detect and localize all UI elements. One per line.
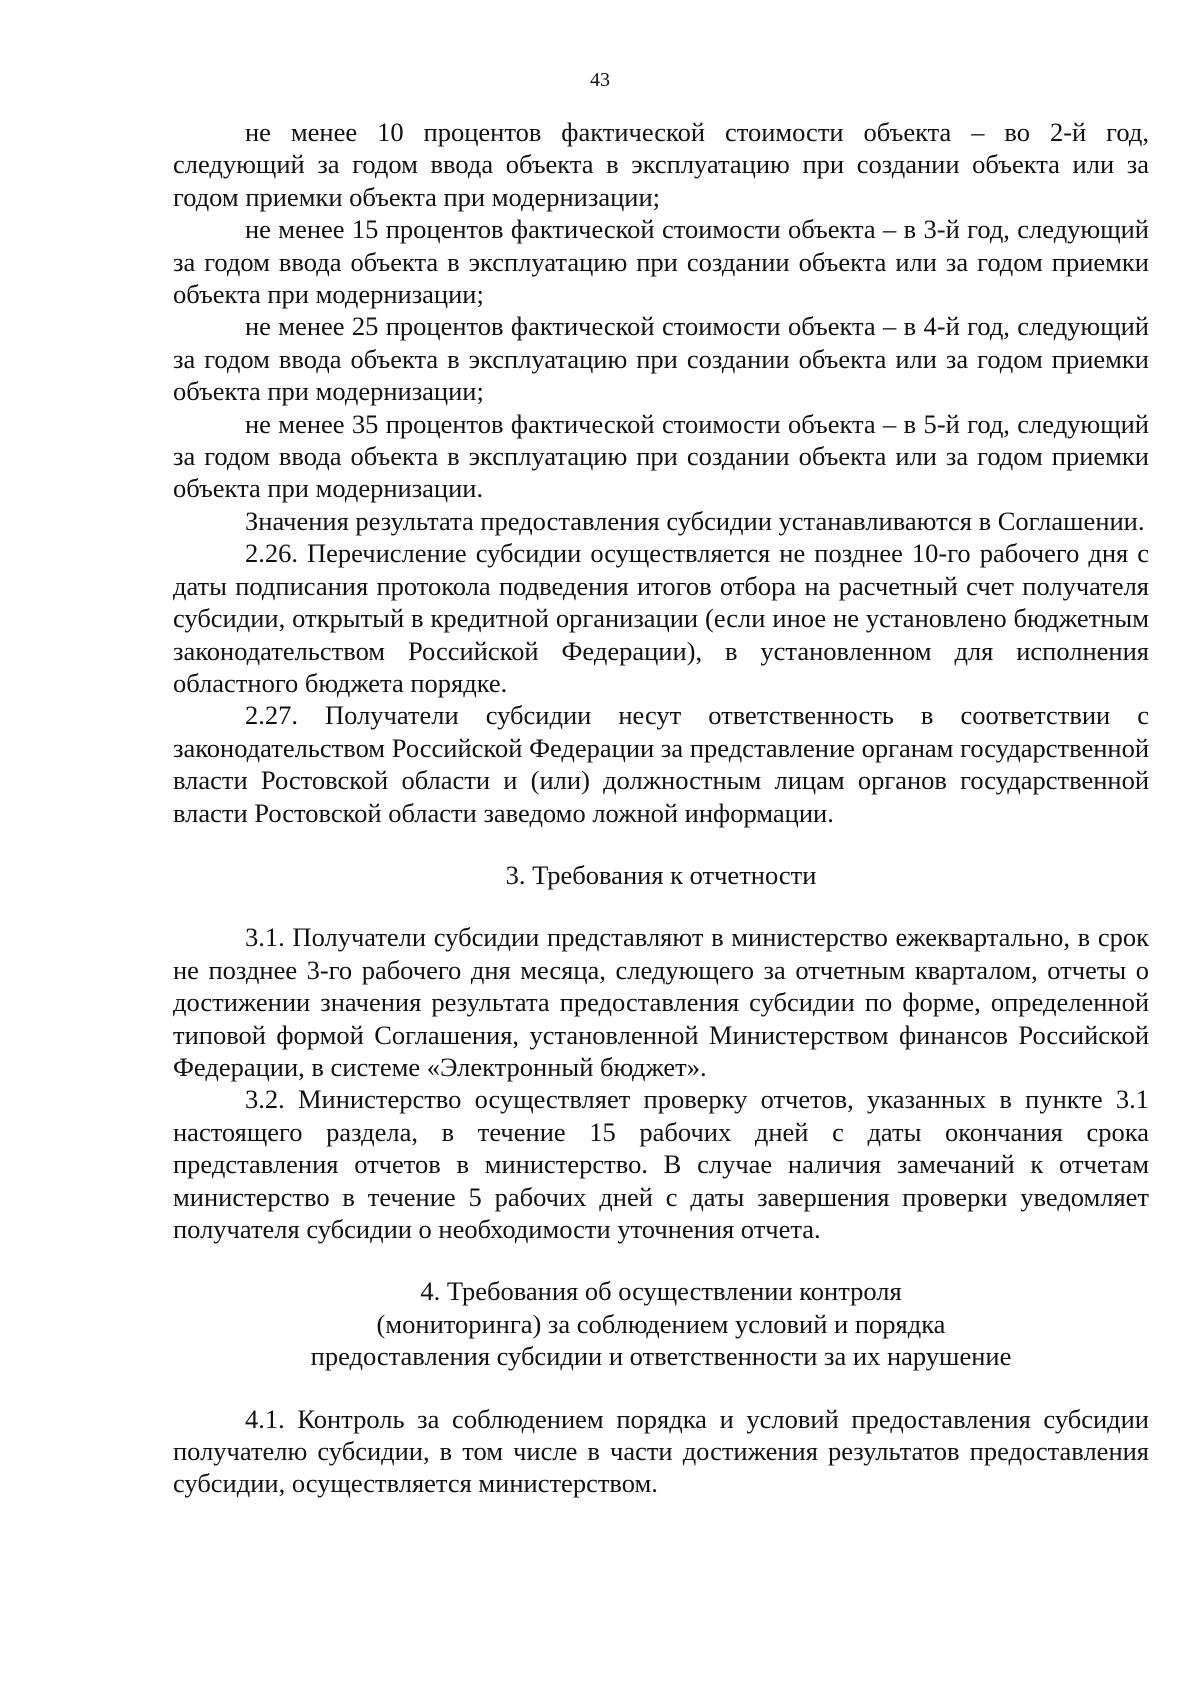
section-3-heading: 3. Требования к отчетности — [505, 859, 817, 890]
paragraph-result-values: Значения результата предоставления субсидии устанавливаются в Соглашении. — [245, 505, 1145, 536]
paragraph-2-27: 2.27. Получатели субсидии несут ответственность в соответствии с законодательством Российской Федерации за представление органам государственной власти Ростовской области и (или) должностным лицам органов государственной власти Ростовской области заведомо ложной информации. — [173, 700, 1149, 828]
paragraph-year-5: не менее 35 процентов фактической стоимости объекта – в 5-й год, следующий за годом ввода объекта в эксплуатацию при создании объекта или за годом приемки объекта при модернизации. — [173, 408, 1149, 504]
section-4-heading-line-3: предоставления субсидии и ответственности за их нарушение — [310, 1341, 1012, 1372]
paragraph-2-26: 2.26. Перечисление субсидии осуществляется не позднее 10-го рабочего дня с даты подписания протокола подведения итогов отбора на расчетный счет получателя субсидии, открытый в кредитной организации (если иное не установлено бюджетным законодательством Российской Федерации), в установленном для исполнения областного бюджета порядке. — [173, 538, 1149, 698]
paragraph-3-2: 3.2. Министерство осуществляет проверку отчетов, указанных в пункте 3.1 настоящего раздела, в течение 15 рабочих дней с даты окончания срока представления отчетов в министерство. В случае наличия замечаний к отчетам министерство в течение 5 рабочих дней с даты завершения проверки уведомляет получателя субсидии о необходимости уточнения отчета. — [173, 1084, 1149, 1244]
paragraph-4-1: 4.1. Контроль за соблюдением порядка и условий предоставления субсидии получателю субсидии, в том числе в части достижения результатов предоставления субсидии, осуществляется министерством. — [173, 1403, 1149, 1499]
section-4-heading-line-2: (мониторинга) за соблюдением условий и порядка — [376, 1308, 946, 1339]
paragraph-year-4: не менее 25 процентов фактической стоимости объекта – в 4-й год, следующий за годом ввода объекта в эксплуатацию при создании объекта или за годом приемки объекта при модернизации; — [173, 311, 1149, 407]
page-number: 43 — [590, 69, 610, 91]
paragraph-year-2: не менее 10 процентов фактической стоимости объекта – во 2-й год, следующий за годом ввода объекта в эксплуатацию при создании объекта или за годом приемки объекта при модернизации; — [173, 117, 1149, 212]
document-body — [173, 116, 1149, 1500]
paragraph-year-3: не менее 15 процентов фактической стоимости объекта – в 3-й год, следующий за годом ввода объекта в эксплуатацию при создании объекта или за годом приемки объекта при модернизации; — [173, 214, 1149, 310]
paragraph-3-1: 3.1. Получатели субсидии представляют в министерство ежеквартально, в срок не позднее 3-го рабочего дня месяца, следующего за отчетным кварталом, отчеты о достижении значения результата предоставления субсидии по форме, определенной типовой формой Соглашения, установленной Министерством финансов Российской Федерации, в системе «Электронный бюджет». — [173, 922, 1149, 1082]
section-4-heading-line-1: 4. Требования об осуществлении контроля — [420, 1276, 902, 1307]
